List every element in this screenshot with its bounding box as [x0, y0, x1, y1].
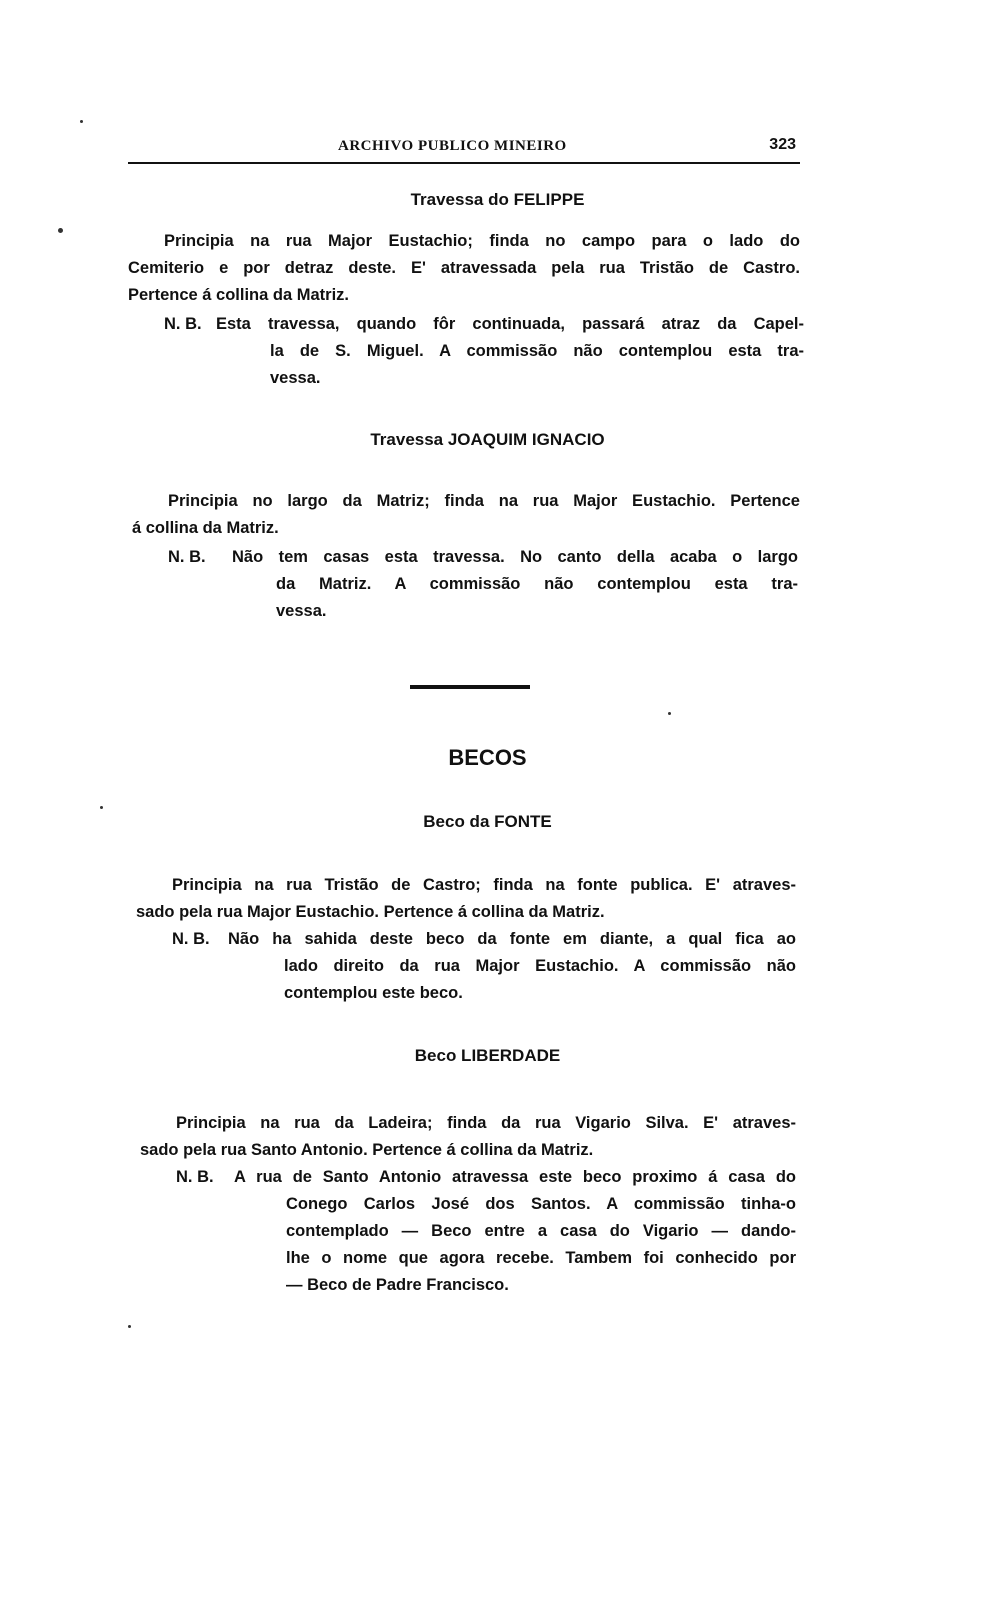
paragraph-joaquim-ignacio [132, 488, 800, 542]
paragraph-beco-liberdade [140, 1110, 796, 1164]
text-line: Não ha sahida deste beco da fonte em diante, a qual fica ao [228, 930, 796, 948]
note-label: N. B. [168, 548, 206, 566]
text-line: Principia no largo da Matriz; finda na rua Major Eustachio. Pertence [168, 492, 800, 510]
note-label: N. B. [176, 1168, 214, 1186]
page-number: 323 [769, 136, 796, 153]
text-line: Não tem casas esta travessa. No canto della acaba o largo [232, 548, 798, 566]
heading-travessa-felippe: Travessa do FELIPPE [410, 190, 585, 209]
note-text-liberdade-cont [286, 1191, 796, 1299]
section-divider [410, 685, 530, 689]
text-line: Esta travessa, quando fôr continuada, passará atraz da Capel- [216, 315, 804, 333]
scan-speck [58, 228, 63, 233]
note-label-joaquim [168, 544, 228, 571]
paragraph-beco-da-fonte [136, 872, 796, 926]
text-line: Conego Carlos José dos Santos. A commissão tinha-o [286, 1195, 796, 1213]
note-label: N. B. [172, 930, 210, 948]
text-line: Cemiterio e por detraz deste. E' atravessada pela rua Tristão de Castro. [128, 259, 800, 277]
scan-speck [100, 806, 103, 809]
text-line: contemplado — Beco entre a casa do Vigario — dando- [286, 1222, 796, 1240]
heading-travessa-joaquim-ignacio: Travessa JOAQUIM IGNACIO [370, 430, 605, 449]
note-text-liberdade [234, 1164, 796, 1191]
text-line: — Beco de Padre Francisco. [286, 1276, 509, 1294]
note-text-fonte [228, 926, 796, 953]
text-line: sado pela rua Santo Antonio. Pertence á collina da Matriz. [140, 1141, 594, 1159]
note-text-fonte-cont [284, 953, 796, 1007]
section-title-becos: BECOS [448, 745, 527, 770]
text-line: A rua de Santo Antonio atravessa este beco proximo á casa do [234, 1168, 796, 1186]
scan-speck [128, 1325, 131, 1328]
text-line: Principia na rua Tristão de Castro; finda na fonte publica. E' atraves- [172, 876, 796, 894]
text-line: vessa. [276, 602, 327, 620]
note-label-fonte [172, 926, 232, 953]
note-label-liberdade [176, 1164, 236, 1191]
text-line: lhe o nome que agora recebe. Tambem foi conhecido por [286, 1249, 796, 1267]
note-text-felippe [216, 311, 804, 338]
text-line: da Matriz. A commissão não contemplou esta tra- [276, 575, 798, 593]
note-text-joaquim [232, 544, 798, 571]
heading-beco-da-fonte: Beco da FONTE [423, 812, 552, 831]
text-line: sado pela rua Major Eustachio. Pertence á collina da Matriz. [136, 903, 605, 921]
text-line: la de S. Miguel. A commissão não contemplou esta tra- [270, 342, 804, 360]
text-line: Pertence á collina da Matriz. [128, 286, 349, 304]
heading-beco-liberdade: Beco LIBERDADE [414, 1046, 561, 1065]
scan-speck [668, 712, 671, 715]
text-line: contemplou este beco. [284, 984, 463, 1002]
running-title: ARCHIVO PUBLICO MINEIRO [338, 138, 567, 154]
running-head [128, 136, 800, 164]
note-text-joaquim-cont [276, 571, 798, 625]
text-line: Principia na rua da Ladeira; finda da rua Vigario Silva. E' atraves- [176, 1114, 796, 1132]
text-line: vessa. [270, 369, 321, 387]
note-label: N. B. [164, 315, 202, 333]
scan-speck [80, 120, 83, 123]
text-line: á collina da Matriz. [132, 519, 279, 537]
note-text-felippe-cont [270, 338, 804, 392]
text-line: Principia na rua Major Eustachio; finda no campo para o lado do [164, 232, 800, 250]
paragraph-felippe [128, 228, 800, 309]
text-line: lado direito da rua Major Eustachio. A commissão não [284, 957, 796, 975]
